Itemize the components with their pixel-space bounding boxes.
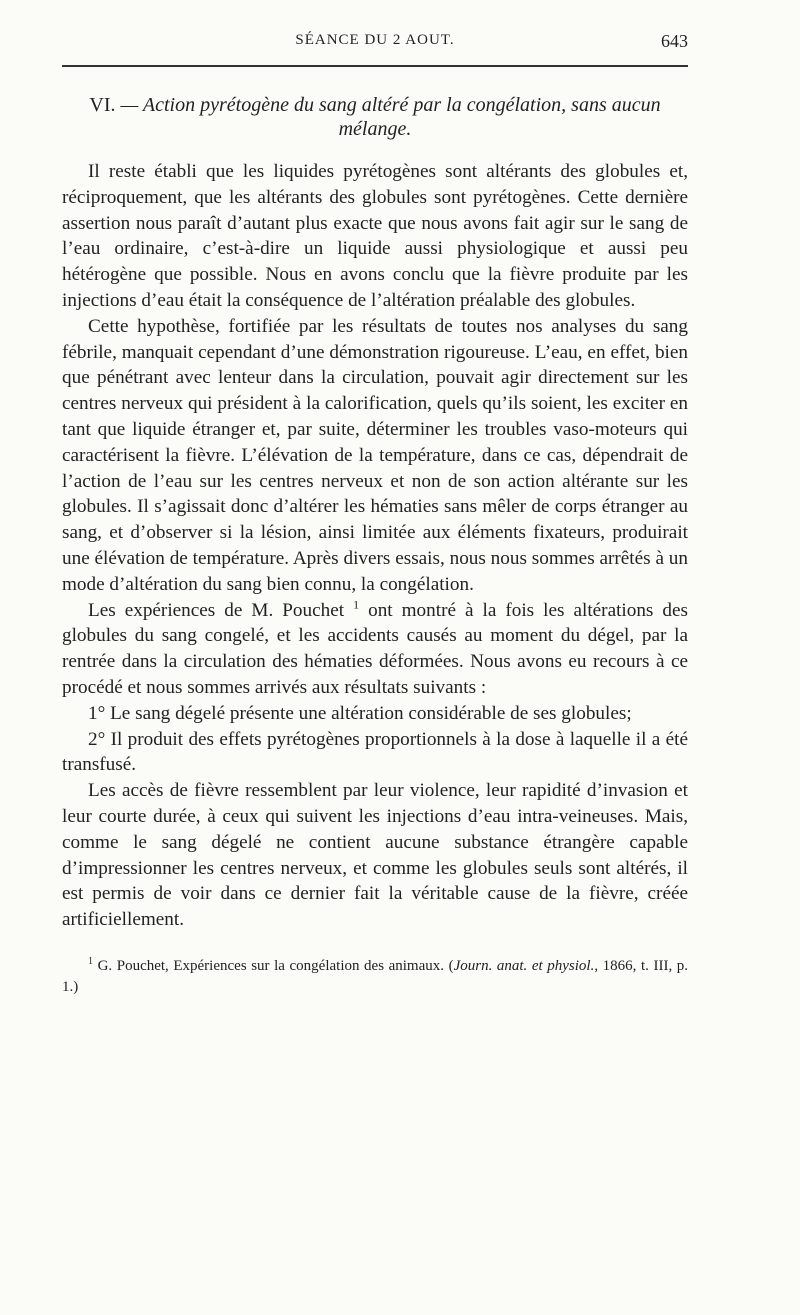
- section-number: VI.: [89, 94, 116, 116]
- paragraph: Il reste établi que les liquides pyrétogènes sont altérants des globules et, réciproquement, que les altérants des globules sont pyrétogènes. Cette dernière assertion nous paraît d’autant plus exacte que nous avons fait agir sur le sang de l’eau ordinaire, c’est-à-dire un liquide aussi physiologique et aussi peu hétérogène que possible. Nous en avons conclu que la fièvre produite par les injections d’eau était la conséquence de l’altération préalable des globules.: [62, 161, 688, 311]
- paragraph: [62, 598, 688, 701]
- list-item: 2° Il produit des effets pyrétogènes proportionnels à la dose à laquelle il a été transfusé.: [62, 728, 688, 776]
- page-number: 643: [661, 31, 688, 51]
- running-header: [62, 32, 688, 62]
- paragraph: Les accès de fièvre ressemblent par leur violence, leur rapidité d’invasion et leur courte durée, à ceux qui suivent les injections d’eau intra-veineuses. Mais, comme le sang dégelé ne contient aucune substance étrangère capable d’impressionner les centres nerveux, et comme les globules seuls sont altérés, il est permis de voir dans ce dernier fait la véritable cause de la fièvre, créée artificiellement.: [62, 780, 688, 931]
- footnote: [62, 956, 688, 998]
- footnote-journal: Journ. anat. et physiol.: [453, 957, 595, 974]
- paragraph-text: ont montré à la fois les altérations des globules du sang congelé, et les accidents causés au moment du dégel, par la rentrée dans la circulation des hématies déformées. Nous avons eu recours à ce procédé et nous sommes arrivés aux résultats suivants :: [62, 599, 688, 698]
- body-text: [62, 159, 688, 933]
- section-title-text: — Action pyrétogène du sang altéré par la congélation, sans aucun mélange.: [120, 94, 661, 140]
- document-page: [62, 0, 688, 998]
- paragraph: Cette hypothèse, fortifiée par les résultats de toutes nos analyses du sang fébrile, manquait cependant d’une démonstration rigoureuse. L’eau, en effet, bien que pénétrant avec lenteur dans la circulation, pouvait agir directement sur les centres nerveux qui président à la calorification, quels qu’ils soient, les exciter en tant que liquide étranger et, par suite, déterminer les troubles vaso-moteurs qui caractérisent la fièvre. L’élévation de la température, dans ce cas, dépendrait de l’action de l’eau sur les centres nerveux et non de son action altérante sur les globules. Il s’agissait donc d’altérer les hématies sans mêler de corps étranger au sang, et d’observer si la lésion, ainsi limitée aux éléments fixateurs, produirait une élévation de température. Après divers essais, nous nous sommes arrêtés à un mode d’altération du sang bien connu, la congélation.: [62, 315, 688, 595]
- header-rule: [62, 65, 688, 67]
- section-title: [62, 93, 688, 141]
- paragraph-text: Les expériences de M. Pouchet: [88, 599, 345, 621]
- running-title: SÉANCE DU 2 AOUT.: [295, 32, 455, 48]
- footnote-text: G. Pouchet, Expériences sur la congélation des animaux. (: [97, 957, 454, 974]
- footnote-citation: , 1866, t. III, p. 1.): [62, 957, 689, 995]
- footnote-mark: 1: [88, 955, 93, 967]
- list-item: 1° Le sang dégelé présente une altération considérable de ses globules;: [88, 702, 632, 724]
- footnote-reference: 1: [353, 597, 360, 612]
